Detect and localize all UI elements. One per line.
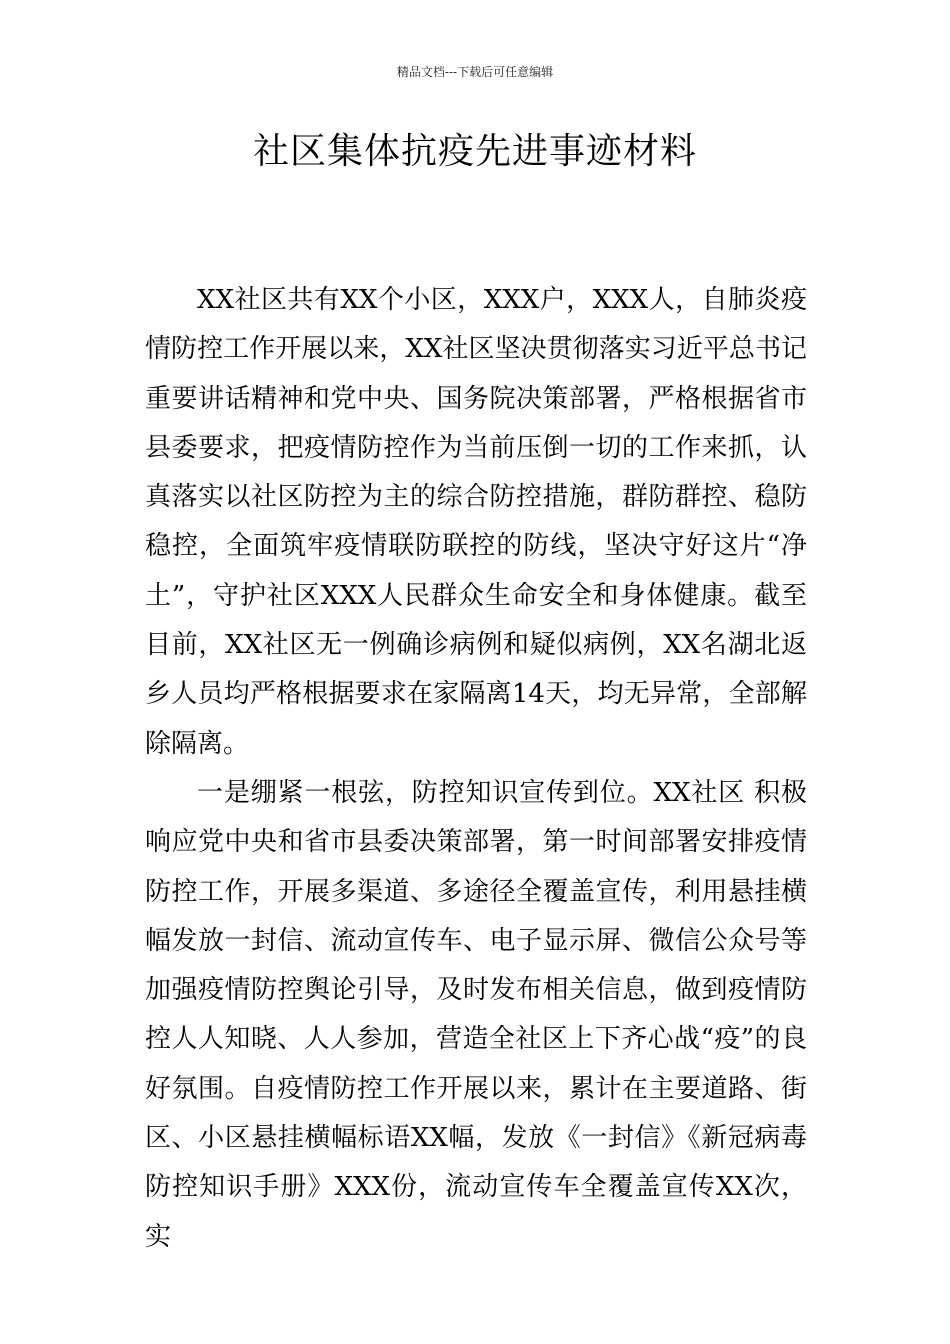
paragraph-intro: XX社区共有XX个小区，XXX户，XXX人，自肺炎疫情防控工作开展以来，XX社区坚决贯彻落实习近平总书记重要讲话精神和党中央、国务院决策部署，严格根据省市县委要求，把疫情防控作为当前压倒一切的工作来抓，认真落实以社区防控为主的综合防控措施，群防群控、稳防稳控，全面筑牢疫情联防联控的防线，坚决守好这片“净土”，守护社区XXX人民群众生命安全和身体健康。截至目前，XX社区无一例确诊病例和疑似病例，XX名湖北返乡人员均严格根据要求在家隔离14天，均无异常，全部解除隔离。 [145, 285, 807, 759]
document-title: 社区集体抗疫先进事迹材料 [252, 131, 697, 172]
paragraph-publicity: 一是绷紧一根弦，防控知识宣传到位。XX社区 积极响应党中央和省市县委决策部署，第一时间部署安排疫情防控工作，开展多渠道、多途径全覆盖宣传，利用悬挂横幅发放一封信、流动宣传车、电子显示屏、微信公众号等加强疫情防控舆论引导，及时发布相关信息，做到疫情防控人人知晓、人人参加，营造全社区上下齐心战“疫”的良好氛围。自疫情防控工作开展以来，累计在主要道路、街区、小区悬挂横幅标语XX幅，发放《一封信》《新冠病毒防控知识手册》XXX份，流动宣传车全覆盖宣传XX次，实 [145, 777, 807, 1252]
header-note: 精品文档---下载后可任意编辑 [396, 65, 554, 79]
document-body [145, 276, 807, 1262]
